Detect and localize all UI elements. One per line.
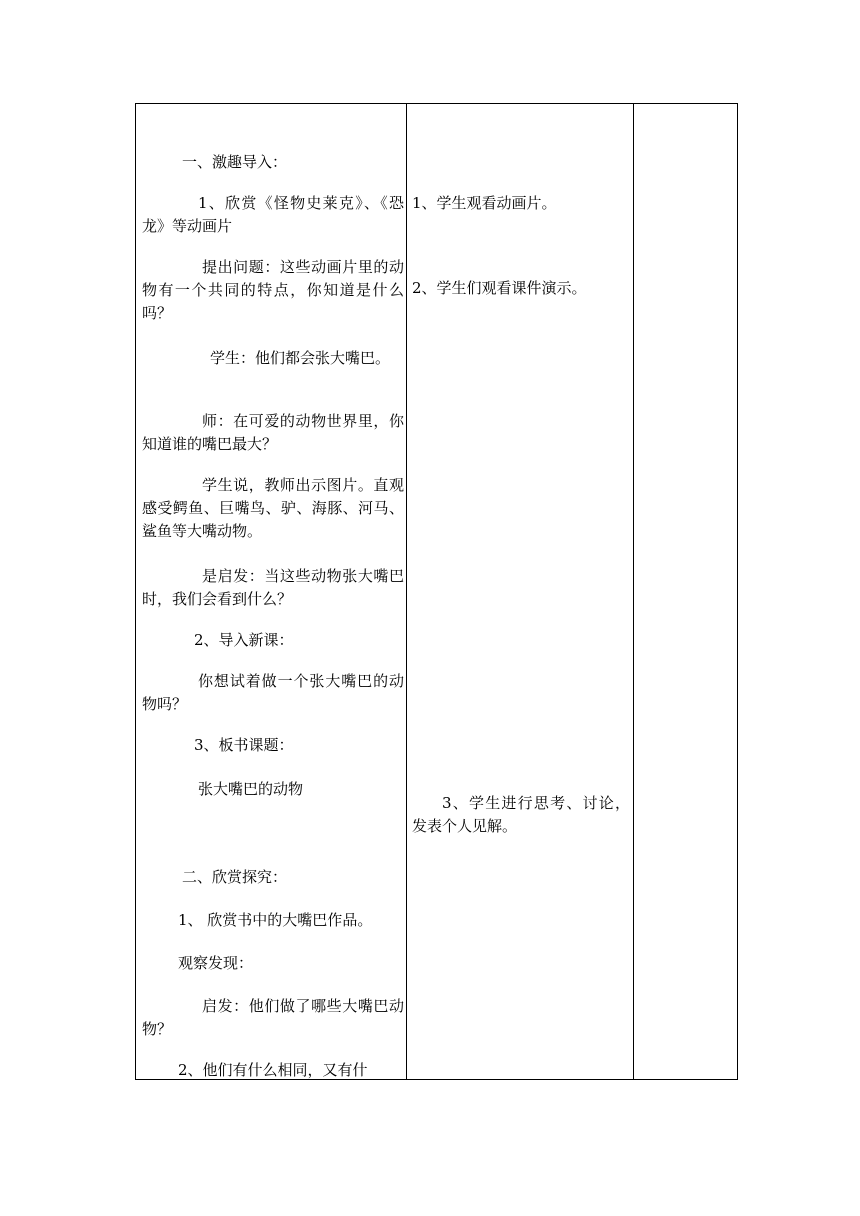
paragraph: 1、学生观看动画片。 (412, 194, 557, 212)
column-divider-1 (406, 104, 407, 1079)
paragraph: 师：在可爱的动物世界里，你知道谁的嘴巴最大？ (142, 412, 404, 453)
section-heading: 一、激趣导入： (182, 153, 288, 171)
paragraph: 1、欣赏《怪物史莱克》、《恐龙》等动画片 (142, 194, 404, 235)
paragraph: 2、学生们观看课件演示。 (412, 279, 587, 297)
paragraph: 2、他们有什么相同，又有什 (178, 1061, 368, 1079)
paragraph: 3、学生进行思考、讨论，发表个人见解。 (412, 794, 630, 835)
lesson-table (135, 103, 738, 1080)
paragraph: 观察发现： (178, 954, 254, 972)
paragraph: 启发：他们做了哪些大嘴巴动物？ (142, 997, 404, 1038)
student-activity-column (412, 104, 630, 1079)
paragraph: 提出问题：这些动画片里的动物有一个共同的特点，你知道是什么吗？ (142, 258, 404, 322)
teacher-activity-column (142, 104, 404, 1079)
lesson-title: 张大嘴巴的动物 (198, 780, 304, 798)
notes-column (636, 104, 736, 1079)
paragraph: 学生：他们都会张大嘴巴。 (210, 349, 391, 367)
column-divider-2 (633, 104, 634, 1079)
paragraph: 是启发：当这些动物张大嘴巴时，我们会看到什么？ (142, 567, 404, 608)
paragraph: 你想试着做一个张大嘴巴的动物吗？ (142, 672, 404, 713)
section-heading: 3、板书课题： (194, 736, 294, 754)
section-heading: 二、欣赏探究： (182, 868, 288, 886)
paragraph: 1、 欣赏书中的大嘴巴作品。 (178, 911, 373, 929)
section-heading: 2、导入新课： (194, 631, 294, 649)
paragraph: 学生说，教师出示图片。直观感受鳄鱼、巨嘴鸟、驴、海豚、河马、鲨鱼等大嘴动物。 (142, 476, 404, 540)
